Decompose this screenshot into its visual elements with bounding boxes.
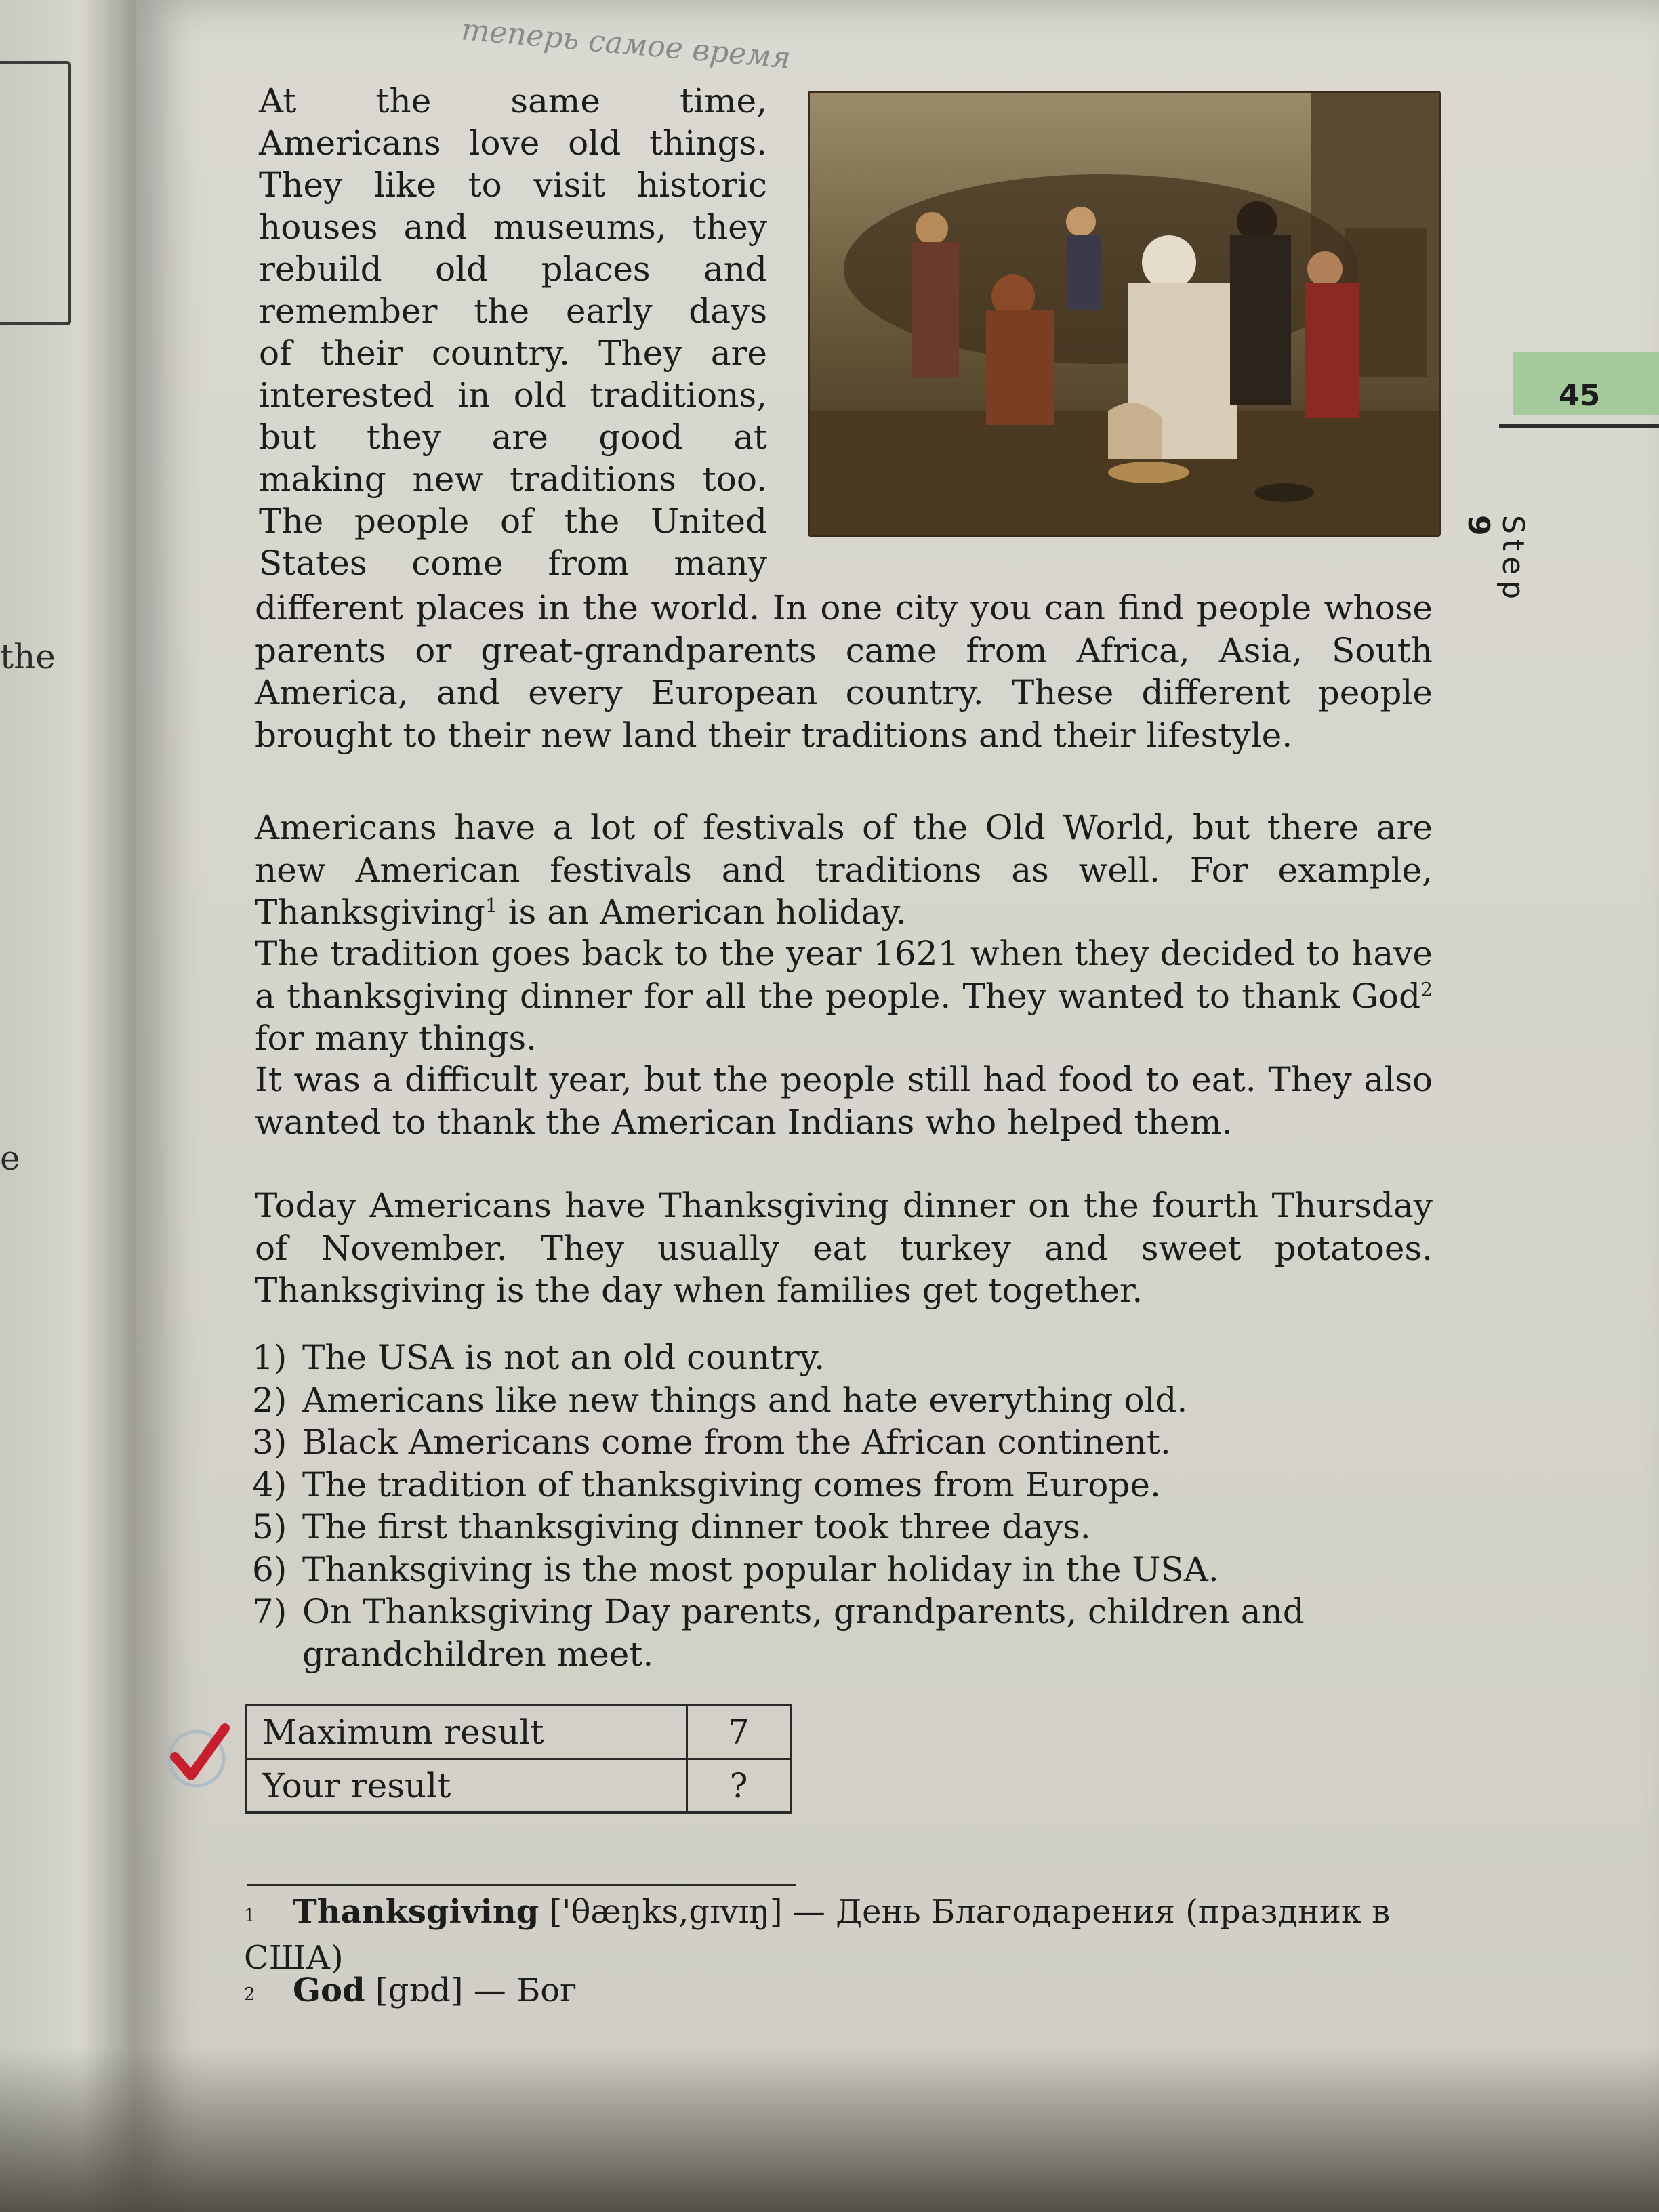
- page-bottom-shadow: [0, 2047, 1659, 2212]
- paragraph-1-line: remember the early days: [259, 291, 767, 331]
- results-table: [245, 1704, 792, 1814]
- tab-divider: [1499, 424, 1659, 428]
- paragraph-1-rest: different places in the world. In one city you can find people whose parents or great-grandparents came from Africa, Asia, South America, and every European country. These different people brought to their new land their traditions and their lifestyle.: [255, 588, 1433, 755]
- statement-item: 6) Thanksgiving is the most popular holiday in the USA.: [252, 1549, 1219, 1589]
- checkmark-icon: [163, 1721, 230, 1789]
- left-page-fragment: e: [0, 1139, 20, 1178]
- paragraph-1-line: houses and museums, they: [259, 207, 767, 247]
- statement-item: 5) The first thanksgiving dinner took three days.: [252, 1507, 1091, 1547]
- paragraph-3: The tradition goes back to the year 1621 when they decided to have a thanksgiving dinner for all the people. They wanted to thank God$^2$ for many things.: [255, 934, 1433, 1058]
- statements-list: [252, 1336, 1431, 1675]
- your-result-label: Your result: [247, 1759, 687, 1813]
- your-result-value[interactable]: ?: [687, 1759, 791, 1813]
- page-number: 45: [1559, 378, 1601, 413]
- paragraph-1-line: States come from many: [259, 544, 767, 583]
- table-row: [247, 1706, 791, 1759]
- footnote-ref-1: 1: [485, 894, 497, 917]
- footnote-divider: [247, 1884, 796, 1886]
- statement-item: 3) Black Americans come from the African continent.: [252, 1422, 1171, 1462]
- table-row: [247, 1759, 791, 1813]
- paragraph-1-line: The people of the United: [259, 501, 767, 541]
- paragraph-1-line: At the same time,: [259, 81, 767, 121]
- paragraph-1-line: They like to visit historic: [259, 165, 767, 205]
- left-page-fragment: the: [0, 637, 56, 676]
- paragraph-1-line: making new traditions too.: [259, 459, 767, 499]
- step-label: Step 9: [1461, 515, 1530, 605]
- statement-item: 1) The USA is not an old country.: [252, 1338, 825, 1377]
- paragraph-1-line: of their country. They are: [259, 333, 767, 373]
- paragraph-5: Today Americans have Thanksgiving dinner on the fourth Thursday of November. They usually eat turkey and sweet potatoes. Thanksgiving is the day when families get together.: [255, 1186, 1433, 1310]
- paragraph-2: Americans have a lot of festivals of the Old World, but there are new American festivals and traditions as well. For example, Thanksgiving$^1$ is an American holiday.: [255, 808, 1433, 932]
- max-result-value: 7: [687, 1706, 791, 1759]
- paragraph-1-line: rebuild old places and: [259, 249, 767, 289]
- footnote-1: 1 Thanksgiving ['θæŋks,gɪvɪŋ] — День Благодарения (праздник в США): [244, 1893, 1391, 1977]
- statement-item: 2) Americans like new things and hate everything old.: [252, 1380, 1188, 1420]
- statement-item: 7) On Thanksgiving Day parents, grandparents, children and grandchildren meet.: [252, 1592, 1305, 1674]
- paragraph-4: It was a difficult year, but the people still had food to eat. They also wanted to thank the American Indians who helped them.: [255, 1060, 1433, 1142]
- footnote-2: 2 God [gɒd] — Бог: [244, 1971, 577, 2009]
- paragraph-1-line: interested in old traditions,: [259, 375, 767, 415]
- left-page-edge: [0, 0, 136, 2212]
- handwritten-note: теперь самое время: [459, 12, 792, 76]
- footnote-ref-2: 2: [1420, 977, 1433, 1000]
- max-result-label: Maximum result: [247, 1706, 687, 1759]
- paragraph-1-line: Americans love old things.: [259, 123, 767, 163]
- thanksgiving-painting: [808, 91, 1441, 537]
- paragraph-1-line: but they are good at: [259, 417, 767, 457]
- left-page-frame: [0, 61, 71, 325]
- statement-item: 4) The tradition of thanksgiving comes from Europe.: [252, 1465, 1161, 1504]
